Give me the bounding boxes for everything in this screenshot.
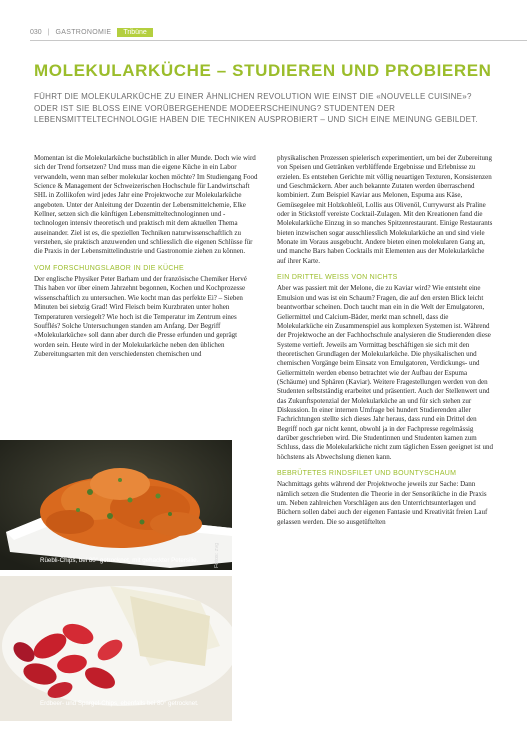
page-header bbox=[30, 26, 520, 38]
right-column bbox=[277, 154, 495, 527]
carrot-chips-illustration bbox=[0, 440, 232, 570]
photo-strawberry-asparagus-chips bbox=[0, 576, 232, 721]
photo-caption-2: Erdbeer- und Spargel-Chips, ebenfalls bei 80° getrocknet. bbox=[40, 700, 199, 707]
body-paragraph: Aber was passiert mit der Melone, die zu Kaviar wird? Wie entsteht eine Emulsion und was ist ein Schaum? Fragen, die auf den ersten Blick leicht beantwortbar scheinen. Doch taucht man ein in die Welt der Emulgatoren, Geliermittel und Calcium-Bäder, merkt man schnell, dass die Molekularküche ein Zusammenspiel aus komplexen Systemen ist. Während der Projektwoche an der Fachhochschule analysieren die Studierenden diese Systeme vertieft. Jeweils am Vormittag beschäftigen sie sich mit den theoretischen Grundlagen der Molekularküche. Die physikalischen und chemischen Vorgänge beim Einsatz von Emulgatoren, Verdickungs- und Geliermitteln werden ebenso betrachtet wie der Aufbau der Espuma (Schäume) und Sphären (Kaviar). Weitere Fragestellungen werden von den Studenten selbstständig erarbeitet und präsentiert. Auch der Stellenwert und das Zukunftspotenzial der Molekularküche an und für sich stehen zur Diskussion. In einer internen Umfrage bei hundert Studierenden aller Fachrichtungen stellte sich dieses Jahr heraus, dass rund ein Drittel den Begriff noch gar nicht kennt, obwohl ja in der Fachpresse regelmässig darüber geschrieben wird. Die Studentinnen und Studenten kamen zum Schluss, dass die Molekularküche nicht zum täglichen Essen geeignet ist und höchstens als Abwechslung dienen kann. bbox=[277, 284, 493, 461]
photo-caption-1: Rüebli-Chips, bei 80° getrocknet, mit gehackter Petersilie. bbox=[40, 557, 199, 564]
body-paragraph: Nachmittags gehts während der Projektwoche jeweils zur Sache: Dann nämlich setzen die Studenten die Theorie in der Sensoriküche in die Praxis um. Neben zahlreichen Vorschlägen aus den Unterrichtsunterlagen und Büchern sollen dabei auch der eigenen Fantasie und Kreativität freien Lauf gelassen werden. Die so ausgetüftelten bbox=[277, 480, 488, 526]
section-name: GASTRONOMIE bbox=[55, 28, 112, 36]
body-paragraph: Der englische Physiker Peter Barham und der französische Chemiker Hervé This haben vor über einem Jahrzehnt begonnen, Kochen und Kochprozesse wissenschaftlich zu untersuchen. Wie kocht man das perfekte Ei? – Sieben Minuten bei siebzig Grad! Wird Fleisch beim Kurzbraten unter hohen Temperaturen versiegelt? Wie hoch ist die Temperatur im Zentrum eines Soufflés? Solche Untersuchungen standen am Anfang. Der Begriff «Molekularküche» soll dann aber durch die Presse erfunden und geprägt worden sein. Heute wird in der Molekularküche neben den üblichen Zubereitungsarten mit den verschiedensten chemischen und bbox=[34, 275, 247, 358]
header-divider bbox=[30, 40, 527, 41]
photo-carrot-chips bbox=[0, 440, 232, 570]
intro-paragraph: Momentan ist die Molekularküche buchstäblich in aller Munde. Doch wie wird sich der Trend fortsetzen? Und muss man die eigene Küche in ein Labor verwandeln, wenn man selber molekular kochen möchte? Im Studiengang Food Science & Management der Schweizerischen Hochschule für Landwirtschaft SHL in Zollikofen wird jedes Jahr eine Projektwoche zur Molekularküche angeboten. Unter der Anleitung der Dozentin der Lebensmittelchemie, Elke Kellner, setzen sich die künftigen Lebensmitteltechnologinnen und -technologen intensiv theoretisch und praktisch mit dem aktuellen Thema auseinander. Ziel ist es, die speziellen Techniken naturwissenschaftlich zu verstehen, sie praktisch anzuwenden und schliesslich die eigenen Schlüsse für die Praxis in der Lebensmittelindustrie und Gastronomie ziehen zu können. bbox=[34, 154, 258, 256]
header-separator: | bbox=[47, 28, 50, 36]
section-tag: Tribüne bbox=[117, 28, 152, 37]
left-column bbox=[34, 154, 258, 359]
page-number: 030 bbox=[30, 28, 42, 36]
article-title: MOLEKULARKÜCHE – STUDIEREN UND PROBIEREN bbox=[34, 61, 492, 80]
subhead-ein-drittel: EIN DRITTEL WEISS VON NICHTS bbox=[277, 274, 398, 282]
article-lead: FÜHRT DIE MOLEKULARKÜCHE ZU EINER ÄHNLICHEN REVOLUTION WIE EINST DIE «NOUVELLE CUISINE»? ODER IST SIE BLOSS EINE VORÜBERGEHENDE MODEERSCHEINUNG? STUDENTEN DER LEBENSMITTELTECHNOLOGIE HABEN DIE TECHNIKEN AUSPROBIERT – UND SICH EINE MEINUNG GEBILDET. bbox=[34, 92, 478, 125]
body-paragraph: physikalischen Prozessen spielerisch experimentiert, um bei der Zubereitung von Speisen und Getränken verblüffende Ergebnisse und Erlebnisse zu erzielen. Es entstehen Gerichte mit völlig neuartigen Texturen, Konsistenzen und Geschmäckern. Aber auch bekannte Zutaten werden überraschend kombiniert. Zum Beispiel Kaviar aus Melonen, Espuma aus Käse, Gemüsegelee mit Holzkohleöl, Lollis aus Olivenöl, Currywurst als Praline oder in Stickstoff vereiste Cocktail-Zulagen. Mit den Kreationen fand die Molekularküche Einzug in so manches Spitzenrestaurant. Einige Restaurants bieten inzwischen sogar ausschliesslich Molekularküche an und sind viele Monate im Voraus ausgebucht. Andere bieten einen molekularen Gang an, und manche Bars haben Cocktails mit Elementen aus der Molekularküche auf ihrer Karte. bbox=[277, 154, 493, 265]
subhead-forschungslabor: VOM FORSCHUNGSLABOR IN DIE KÜCHE bbox=[34, 264, 185, 272]
photo-credit: Fotos: zvg bbox=[214, 542, 220, 568]
subhead-rindsfilet: BEBRÜTETES RINDSFILET UND BOUNTYSCHAUM bbox=[277, 470, 457, 477]
